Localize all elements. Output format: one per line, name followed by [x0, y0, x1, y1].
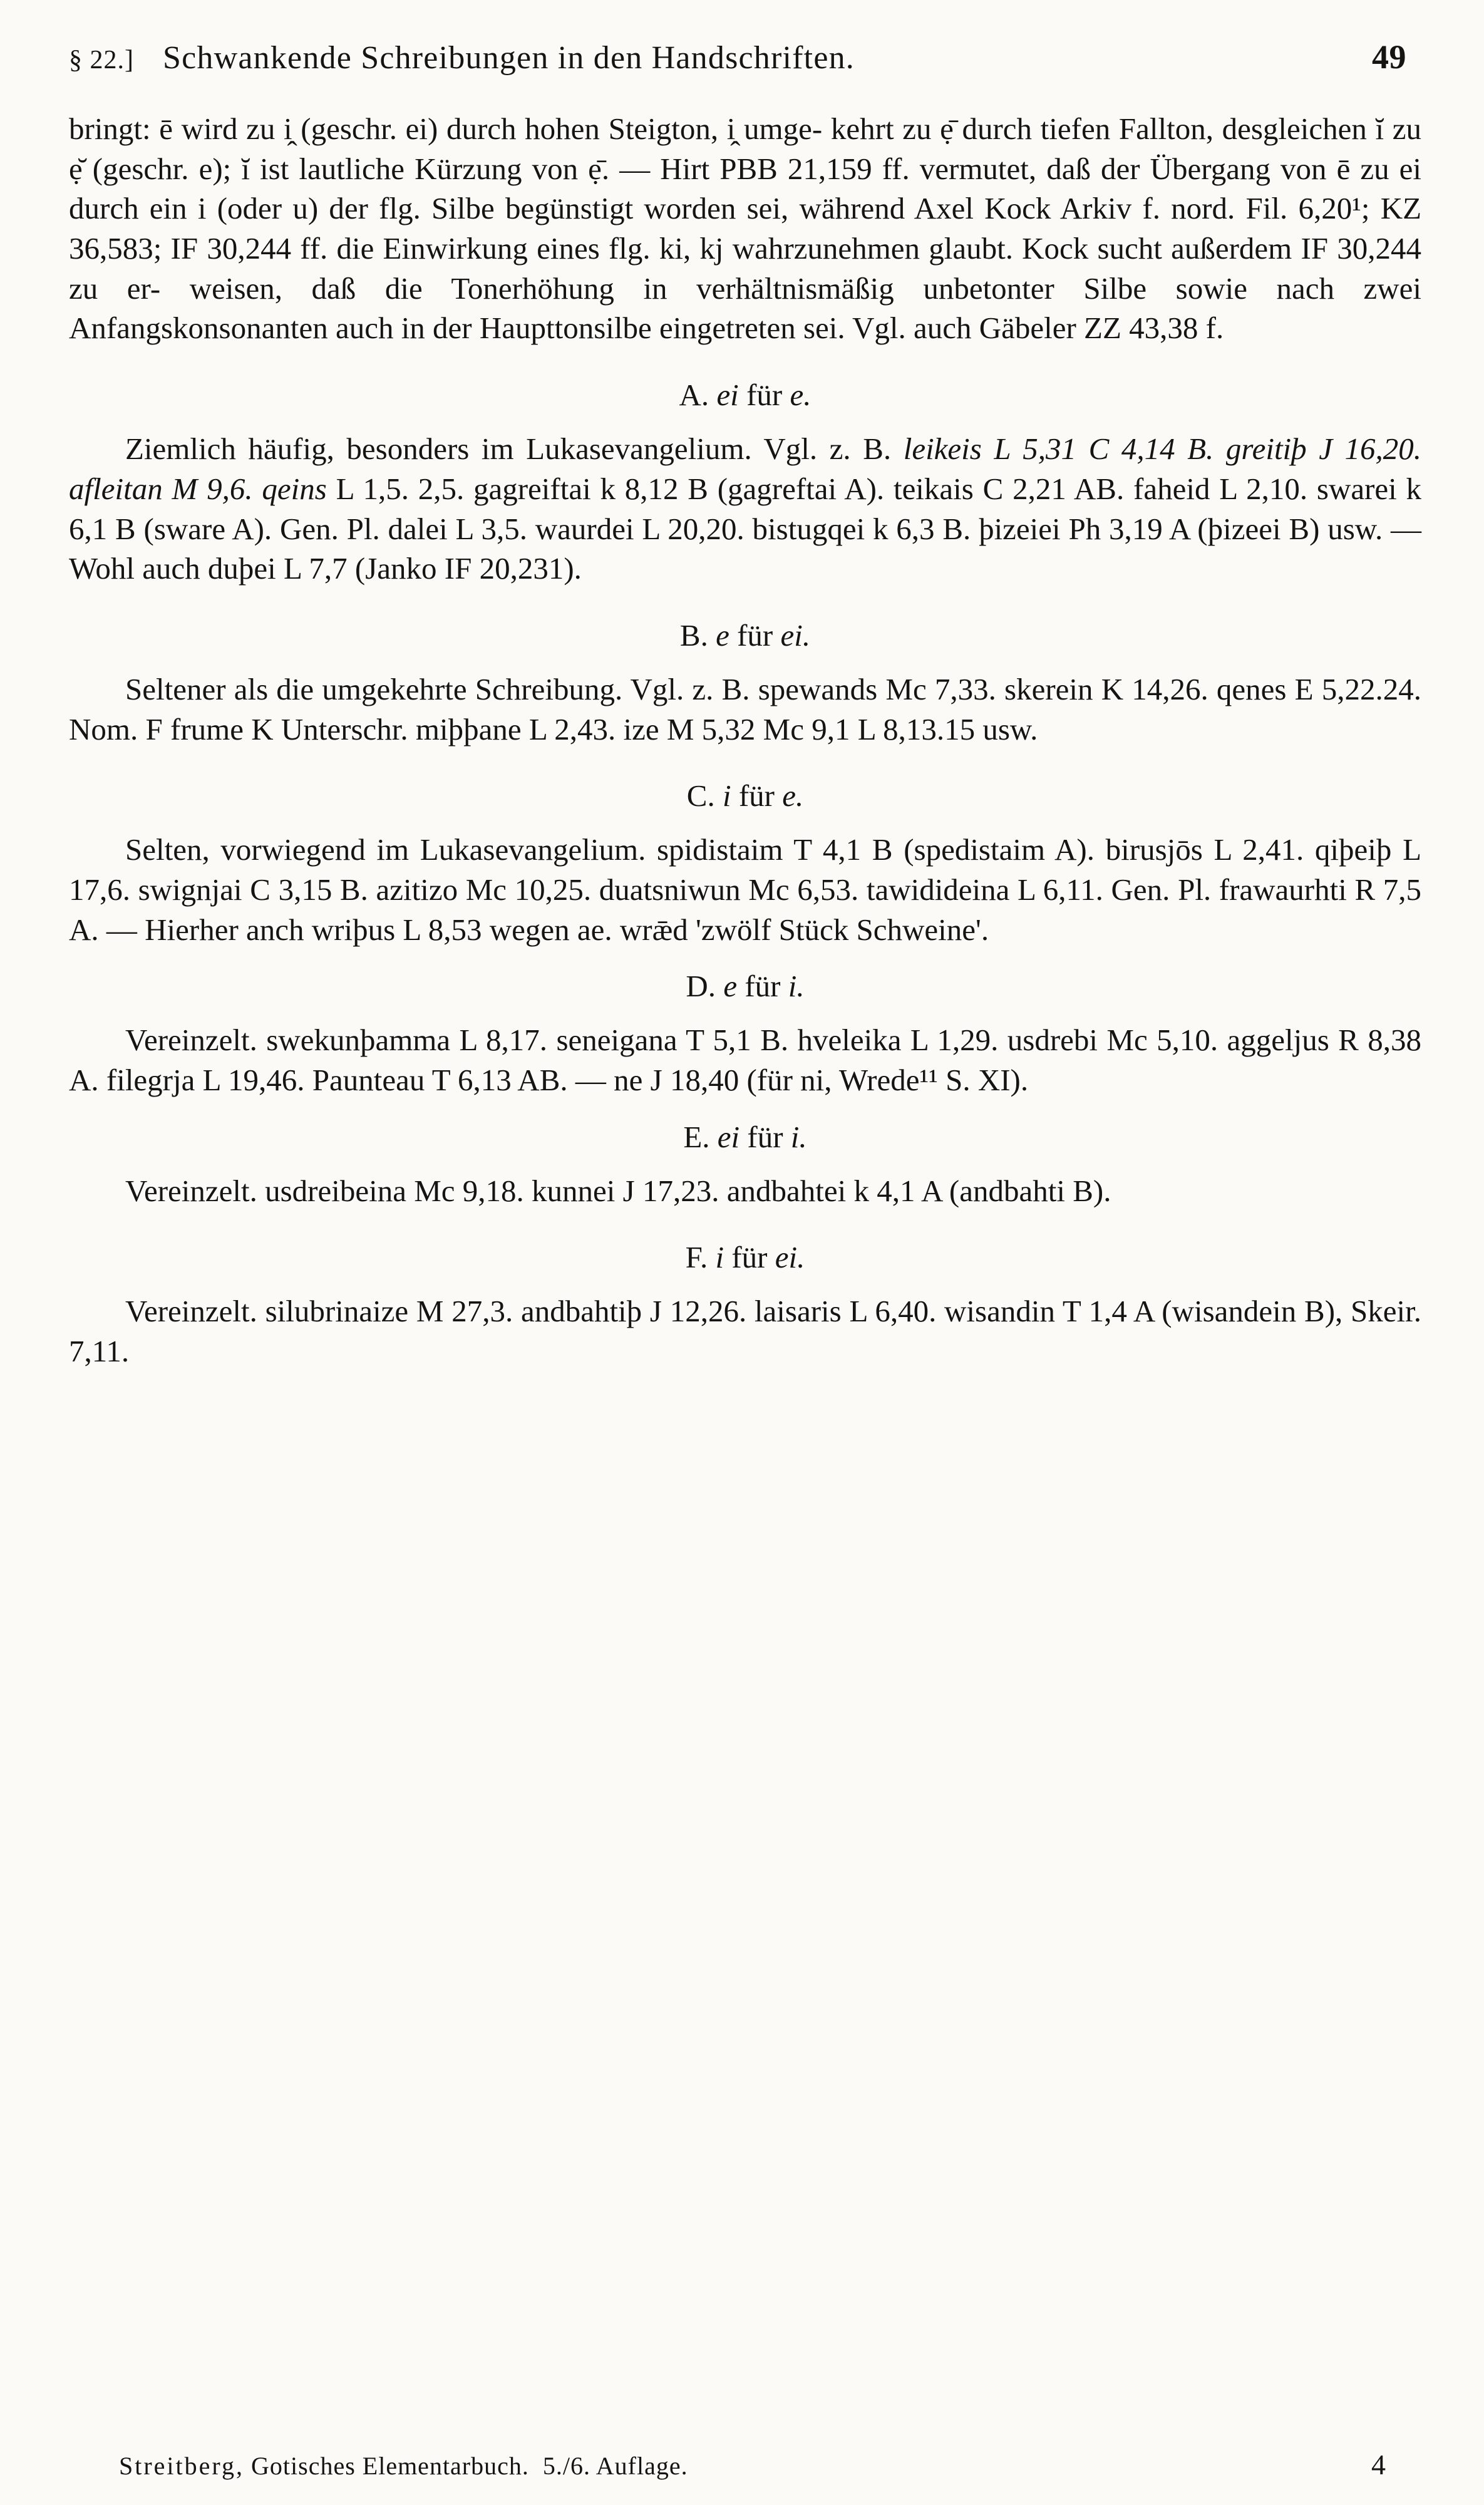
section-a-line-4: faheid L 2,10. swarei k 6,1 B (sware A). Gen. Pl. dalei L 3,5. [69, 471, 1422, 546]
section-body-a [69, 429, 1421, 589]
section-italic-c-2: e. [782, 778, 804, 813]
section-e-line-2: k 4,1 A (andbahti B). [853, 1173, 1111, 1208]
intro-line-9: sowie nach zwei Anfangskonsonanten auch in der Haupttonsilbe [69, 271, 1422, 346]
section-heading-f [69, 1239, 1421, 1275]
section-italic-a-2: e. [790, 378, 812, 413]
section-body-c [69, 830, 1421, 949]
page-number: 49 [1372, 38, 1406, 76]
section-c-line-5: ae. wrǣd 'zwölf Stück Schweine'. [577, 912, 989, 947]
footer-work: Gotisches Elementarbuch. [251, 2452, 529, 2480]
section-heading-a [69, 377, 1421, 413]
footer-signature-number: 4 [1371, 2449, 1386, 2481]
section-mid-c: für [738, 778, 775, 813]
section-mid-f: für [731, 1240, 768, 1275]
section-heading-e [69, 1119, 1421, 1155]
section-letter-e: E. [683, 1119, 710, 1154]
section-body-b [69, 669, 1421, 749]
section-f-line-1: Vereinzelt. silubrinaize M 27,3. andbahtiþ J 12,26. laisaris [125, 1294, 842, 1329]
page-footer [119, 2448, 1415, 2481]
intro-line-4: daß der Übergang von ē zu ei durch ein i (oder u) der flg. Silbe [69, 151, 1422, 226]
section-heading-b [69, 617, 1421, 653]
section-italic-a-1: ei [716, 378, 739, 413]
section-italic-b-2: ei. [780, 617, 811, 653]
section-c-line-4: Pl. frawaurhti R 7,5 A. — Hierher anch wriþus L 8,53 wegen [69, 872, 1422, 947]
section-b-line-1: Seltener als die umgekehrte Schreibung. Vgl. z. B. spewands [125, 671, 878, 706]
section-marker: § 22.] [69, 46, 134, 75]
section-body-d [69, 1020, 1421, 1100]
intro-line-1: bringt: ē wird zu i̭ (geschr. ei) durch hohen Steigton, i̭ umge- [69, 111, 823, 146]
page-content [69, 38, 1421, 1375]
section-body-f [69, 1291, 1421, 1371]
section-d-line-1: Vereinzelt. swekunþamma L 8,17. seneigana T 5,1 B. hveleika [125, 1023, 902, 1058]
section-a-line-5: waurdei L 20,20. bistugqei k 6,3 B. þizeiei Ph 3,19 A (þizeei B) [535, 511, 1320, 546]
section-heading-d [69, 968, 1421, 1004]
section-mid-d: für [745, 969, 781, 1004]
section-d-line-3: Paunteau T 6,13 AB. — ne J 18,40 (für ni, Wrede¹¹ S. XI). [312, 1063, 1029, 1097]
section-a-line-3: L 1,5. 2,5. gagreiftai k 8,12 B (gagreftai A). teikais C 2,21 AB. [336, 471, 1125, 506]
footer-edition: 5./6. Auflage. [542, 2452, 688, 2480]
intro-line-6: 6,20¹; KZ 36,583; IF 30,244 ff. die Einwirkung eines flg. ki, kj [69, 191, 1422, 266]
intro-line-2: kehrt zu ẹ̄ durch tiefen Fallton, desgleichen ĭ zu ẹ̆ (geschr. e); [69, 111, 1422, 186]
section-italic-b-1: e [716, 617, 729, 653]
section-italic-d-2: i. [788, 969, 805, 1004]
section-letter-d: D. [686, 969, 716, 1004]
section-mid-a: für [746, 378, 783, 413]
section-letter-c: C. [686, 778, 715, 813]
section-b-line-2: Mc 7,33. skerein K 14,26. qenes E 5,22.24. Nom. F frume K [69, 671, 1422, 746]
intro-line-8: weisen, daß die Tonerhöhung in verhältnismäßig unbetonter Silbe [189, 271, 1147, 306]
running-head [69, 38, 1421, 76]
section-italic-f-2: ei. [775, 1240, 805, 1275]
section-italic-e-2: i. [790, 1119, 807, 1154]
intro-line-7: wahrzunehmen glaubt. Kock sucht außerdem IF 30,244 zu er- [69, 231, 1421, 306]
section-letter-f: F. [685, 1240, 708, 1275]
section-f-line-2: L 6,40. wisandin T 1,4 A (wisandein B), Skeir. 7,11. [69, 1294, 1421, 1369]
section-italic-f-1: i [715, 1240, 724, 1275]
section-body-e [69, 1171, 1421, 1211]
section-heading-c [69, 778, 1421, 813]
intro-line-10: eingetreten sei. Vgl. auch Gäbeler ZZ 43,38 f. [659, 311, 1224, 346]
section-italic-d-1: e [723, 969, 738, 1004]
intro-line-5: begünstigt worden sei, während Axel Kock Arkiv f. nord. Fil. [505, 191, 1288, 226]
section-b-line-3: Unterschr. miþþane L 2,43. ize M 5,32 Mc 9,1 L 8,13.15 usw. [281, 711, 1038, 746]
section-italic-c-1: i [722, 778, 731, 813]
section-a-line-1: Ziemlich häufig, besonders im Lukasevangelium. Vgl. z. B. [125, 431, 892, 467]
page-title: Schwankende Schreibungen in den Handschriften. [163, 40, 855, 76]
section-mid-e: für [747, 1119, 783, 1154]
section-letter-a: A. [679, 378, 709, 413]
section-a-line-2: leikeis L 5,31 C 4,14 B. greitiþ J 16,20. afleitan M 9,6. qeins [69, 431, 1421, 506]
section-mid-b: für [737, 617, 773, 653]
section-italic-e-1: ei [717, 1119, 740, 1154]
intro-line-3: ĭ ist lautliche Kürzung von ẹ̄. — Hirt PBB 21,159 ff. vermutet, [241, 151, 1037, 186]
footer-author: Streitberg, [119, 2452, 245, 2480]
intro-paragraph [69, 109, 1421, 348]
section-e-line-1: Vereinzelt. usdreibeina Mc 9,18. kunnei J 17,23. andbahtei [125, 1173, 847, 1208]
section-c-line-3: azitizo Mc 10,25. duatsniwun Mc 6,53. tawidideina L 6,11. Gen. [376, 872, 1170, 907]
section-c-line-1: Selten, vorwiegend im Lukasevangelium. spidistaim T 4,1 B [125, 832, 893, 867]
section-a-line-6: usw. — Wohl auch duþei L 7,7 (Janko IF 20,231). [69, 511, 1422, 586]
section-c-line-2: (spedistaim A). birusjōs L 2,41. qiþeiþ L 17,6. swignjai C 3,15 B. [69, 832, 1421, 907]
section-d-line-2: L 1,29. usdrebi Mc 5,10. aggeljus R 8,38 A. filegrja L 19,46. [69, 1023, 1422, 1097]
section-letter-b: B. [679, 617, 708, 653]
